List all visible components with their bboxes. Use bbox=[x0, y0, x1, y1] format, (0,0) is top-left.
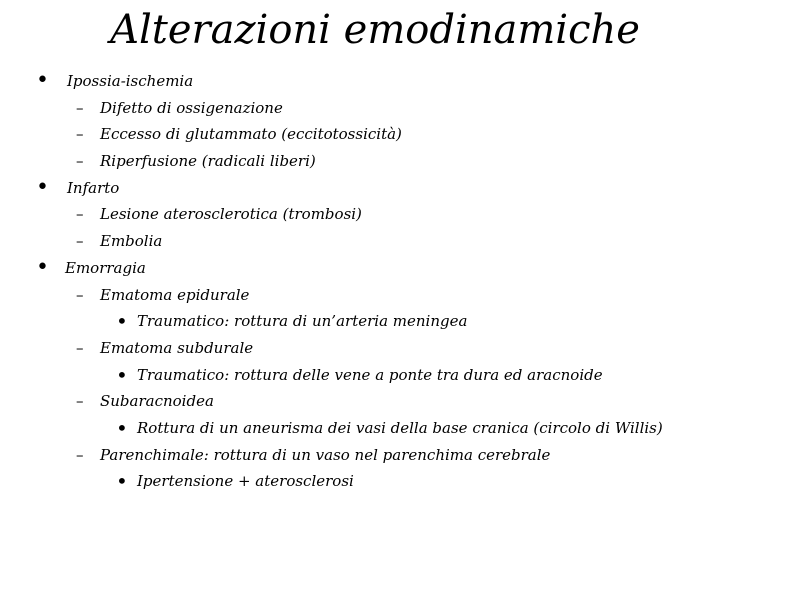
sub-bullet-text: Subaracnoidea bbox=[100, 392, 214, 411]
sub-sub-bullet-text: Ipertensione + aterosclerosi bbox=[137, 472, 354, 491]
bullet-dot-icon: • bbox=[36, 254, 49, 280]
dash-bullet-icon: – bbox=[76, 98, 84, 117]
slide-title: Alterazioni emodinamiche bbox=[110, 7, 640, 53]
dash-bullet-icon: – bbox=[76, 152, 84, 171]
sub-bullet-item-eccesso-glutammato bbox=[0, 121, 800, 148]
sub-sub-bullet-item-traumatico-arteria bbox=[0, 308, 800, 335]
bullet-text: Ipossia-ischemia bbox=[67, 72, 194, 90]
sub-bullet-item-ematoma-epidurale bbox=[0, 282, 800, 309]
sub-sub-bullet-item-aneurisma bbox=[0, 415, 800, 442]
bullet-text: Infarto bbox=[67, 178, 120, 197]
sub-sub-bullet-text: Traumatico: rottura di un’arteria meningea bbox=[137, 312, 468, 331]
sub-bullet-text: Difetto di ossigenazione bbox=[100, 98, 283, 117]
sub-bullet-item-difetto-ossigenazione bbox=[0, 95, 800, 122]
sub-sub-bullet-item-traumatico-vene bbox=[0, 362, 800, 389]
bullet-dot-icon: • bbox=[36, 174, 49, 200]
bullet-text: Emorragia bbox=[65, 258, 146, 277]
bullet-dot-icon: • bbox=[36, 68, 49, 93]
dash-bullet-icon: – bbox=[76, 338, 84, 357]
sub-bullet-text: Riperfusione (radicali liberi) bbox=[100, 152, 316, 171]
sub-bullet-text: Ematoma epidurale bbox=[100, 285, 250, 304]
dash-bullet-icon: – bbox=[76, 445, 84, 464]
sub-bullet-item-parenchimale bbox=[0, 442, 800, 469]
sub-bullet-item-lesione-aterosclerotica bbox=[0, 201, 800, 228]
sub-bullet-text: Lesione aterosclerotica (trombosi) bbox=[100, 205, 362, 224]
bullet-item-emorragia bbox=[0, 255, 800, 282]
sub-sub-bullet-item-ipertensione bbox=[0, 468, 800, 495]
sub-sub-bullet-text: Traumatico: rottura delle vene a ponte tra dura ed aracnoide bbox=[137, 365, 603, 384]
sub-bullet-text: Eccesso di glutammato (eccitotossicità) bbox=[100, 125, 402, 144]
sub-bullet-text: Parenchimale: rottura di un vaso nel parenchima cerebrale bbox=[100, 445, 551, 464]
sub-bullet-text: Embolia bbox=[100, 232, 163, 251]
sub-bullet-text: Ematoma subdurale bbox=[100, 338, 254, 357]
sub-bullet-item-subaracnoidea bbox=[0, 388, 800, 415]
bullet-item-ipossia-ischemia bbox=[0, 68, 800, 95]
dash-bullet-icon: – bbox=[76, 125, 84, 144]
bullet-dot-icon: • bbox=[116, 415, 128, 440]
bullet-dot-icon: • bbox=[116, 469, 128, 494]
sub-sub-bullet-text: Rottura di un aneurisma dei vasi della base cranica (circolo di Willis) bbox=[137, 418, 663, 437]
bullet-outline bbox=[0, 68, 800, 495]
bullet-dot-icon: • bbox=[116, 309, 128, 334]
dash-bullet-icon: – bbox=[76, 285, 84, 304]
dash-bullet-icon: – bbox=[76, 205, 84, 224]
dash-bullet-icon: – bbox=[76, 392, 84, 411]
dash-bullet-icon: – bbox=[76, 232, 84, 251]
sub-bullet-item-riperfusione bbox=[0, 148, 800, 175]
bullet-item-infarto bbox=[0, 175, 800, 202]
sub-bullet-item-embolia bbox=[0, 228, 800, 255]
bullet-dot-icon: • bbox=[116, 362, 128, 387]
sub-bullet-item-ematoma-subdurale bbox=[0, 335, 800, 362]
